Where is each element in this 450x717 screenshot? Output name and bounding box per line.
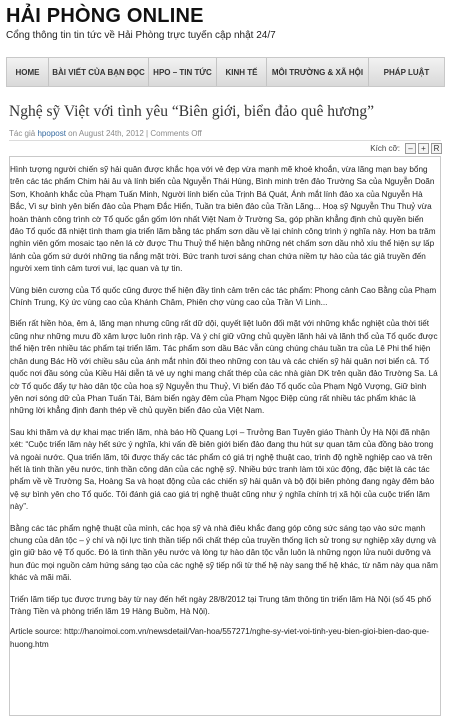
- font-decrease-button[interactable]: –: [405, 143, 416, 154]
- article-source[interactable]: Article source: http://hanoimoi.com.vn/newsdetail/Van-hoa/557271/nghe-sy-viet-voi-tinh-yeu-bien-gioi-bien-dao-que-huong.htm: [10, 627, 429, 649]
- nav-item-economy[interactable]: KINH TẾ: [217, 58, 267, 86]
- nav-item-environment-society[interactable]: MÔI TRƯỜNG & XÃ HỘI: [267, 58, 369, 86]
- meta-divider: [9, 140, 441, 141]
- paragraph: Hình tượng người chiến sỹ hải quân được khắc họa với vẻ đẹp vừa mạnh mẽ khoẻ khoắn, vừa lãng mạn bay bổng trên các tác phẩm Chim hải âu và lính biển của Nguyễn Thái Hùng, Bình minh trên đảo Trường Sa của Nguyễn Doãn Sơn, Khoảnh khắc của Phạm Tuấn Minh, Người lính biển của Trịnh Bá Quát, Ánh mắt lính đảo xa của Nguyễn Hà Bắc, Vì sự bình yên biển đảo của Phạm Đắc Hiển, Tuần tra biên đảo của Trần Lãng... Hoạ sỹ Nguyễn Thu Thuỷ vừa hoàn thành công trình cờ Tổ quốc gắn gốm lớn nhất Việt Nam ở Trường Sa, góp phần khẳng định chủ quyền biển đảo Tổ quốc đã nhiệt tình tham gia triển lãm bằng tác phẩm sơn dầu về lại chính công trình ý nghĩa này. Hơn ba trăm nghìn viên gốm mosaic tạo nên lá cờ được Thu Thuỷ thể hiện bằng những nét chấm sơn dầu nhỏ xíu thể hiện sự lấp lánh của gốm sứ dưới những tia nắng mặt trời. Bức tranh tươi sáng chan chứa niềm tự hào của tác giả truyền đến người xem tinh cảm tươi vui, lạc quan và tự tin.: [10, 165, 436, 274]
- site-title[interactable]: HẢI PHÒNG ONLINE: [6, 5, 204, 27]
- paragraph: Biển rất hiền hòa, êm ả, lãng mạn nhưng cũng rất dữ dội, quyết liệt luôn đối mặt với những khắc nghiệt của thời tiết cũng như những mưu đồ xâm lược luôn rình rập. Và ý chí giữ vững chủ quyền lãnh hải và lãnh thổ của Tổ quốc được thể hiện trên nhiều tác phẩm tại triển lãm. Tác phẩm sơn dầu Bác vẫn cùng chúng cháu tuần tra của Lê Phi thể hiện chân dung Bác Hồ với chiều sâu của ánh mắt nhìn đôi theo những con tàu và các chiến sỹ hải quân nơi biển cả. Tổ quốc nơi đầu sóng của Kiều Hải diễn tả vẻ uy nghi mang chất thép của các nhà giàn DK trên quần đảo Trường Sa. Lá cờ Tổ quốc đẩy tự hào dân tộc của hoạ sỹ Nguyễn thu Thuỷ, Vì biển đảo Tổ quốc của Phạm Ngô Vượng, Giữ bình yên nơi sóng dữ của Phan Tuấn Tài, Bám biển ngày đêm của Phạm Ngọc Điệp cùng rất nhiều tác phẩm khác là những lời khẳng định đanh thép về chủ quyền biển đảo của Việt Nam.: [10, 319, 438, 416]
- nav-item-law[interactable]: PHÁP LUẬT: [383, 67, 430, 77]
- nav-item-home[interactable]: HOME: [7, 58, 49, 86]
- meta-separator: |: [146, 129, 149, 138]
- main-nav: [6, 57, 445, 87]
- font-reset-button[interactable]: R: [431, 143, 442, 154]
- font-size-tool: [370, 143, 442, 154]
- site-tagline: Cổng thông tin tin tức về Hải Phòng trực tuyến cập nhật 24/7: [6, 30, 276, 41]
- paragraph: Vùng biên cương của Tổ quốc cũng được thể hiện đầy tình cảm trên các tác phẩm: Phong cảnh Cao Bằng của Phạm Chính Trung, Ký ức vùng cao của Khánh Châm, Phiên chợ vùng cao của Trần Vi Linh...: [10, 285, 437, 308]
- nav-item-reader-posts[interactable]: BÀI VIẾT CỦA BẠN ĐỌC: [49, 58, 149, 86]
- paragraph: Bằng các tác phẩm nghệ thuật của mình, các họa sỹ và nhà điêu khắc đang góp công sức sáng tạo vào sức mạnh chung của dân tộc – ý chí và nội lực tinh thần tiếp nối chất thép của truyền thống lịch sử trong sự nghiệp xây dựng và gìn giữ bảo vệ Tổ quốc. Đó là tình thần yêu nước và lòng tự hào dân tộc vẫn luôn là những ngọn lửa nuôi dưỡng và hun đúc mọi nguồn cảm hứng sáng tạo của các nghệ sỹ tiếp nối từ thế hệ này sang thế hệ khác, từ năm này qua năm khác và mãi mãi.: [10, 523, 438, 583]
- comments-status: Comments Off: [150, 129, 202, 138]
- paragraph: Triển lãm tiếp tục được trưng bày từ nay đến hết ngày 28/8/2012 tại Trung tâm thông tin triển lãm Hà Nội (số 45 phố Tràng Tiền và phòng triển lãm 19 Hàng Buồm, Hà Nội).: [10, 594, 432, 616]
- author-link[interactable]: hpopost: [37, 129, 66, 138]
- site-header: [6, 4, 446, 42]
- article-meta: [9, 129, 202, 138]
- article-body: [10, 164, 438, 660]
- article-title: Nghệ sỹ Việt với tình yêu “Biên giới, biển đảo quê hương”: [9, 103, 374, 120]
- nav-item-hpo-news[interactable]: HPO – TIN TỨC: [149, 58, 217, 86]
- font-size-label: Kích cỡ:: [370, 144, 400, 153]
- post-date: on August 24th, 2012: [68, 129, 144, 138]
- font-increase-button[interactable]: +: [418, 143, 429, 154]
- meta-prefix: Tác giả: [9, 129, 36, 138]
- paragraph: Sau khi thăm và dự khai mạc triển lãm, nhà báo Hồ Quang Lợi – Trưởng Ban Tuyên giáo Thành Ủy Hà Nội đã nhận xét: “Cuộc triển lãm này hết sức ý nghĩa, khi vấn đề biên giới biển đảo đang thu hút sự quan tâm của đồng bào trong và ngoài nước. Qua triển lãm, tôi được thấy các tác phẩm có giá trị nghệ thuật cao, trình độ nghề nghiệp cao và trên hết là tinh thần yêu nước, tinh thần công dân của các nghệ sỹ. Nhiều bức tranh làm tôi xúc động, đặc biệt là các tác phẩm về về Trường Sa, Hoàng Sa và hoạt động của các chiến sỹ hải quân và bộ đội biên phòng đang ngày đêm bảo vệ sự bình yên cho Tổ quốc. Tôi đánh giá cao giá trị nghệ thuật cũng như ý nghĩa chính trị xã hội của cuộc triển lãm này”.: [10, 427, 435, 512]
